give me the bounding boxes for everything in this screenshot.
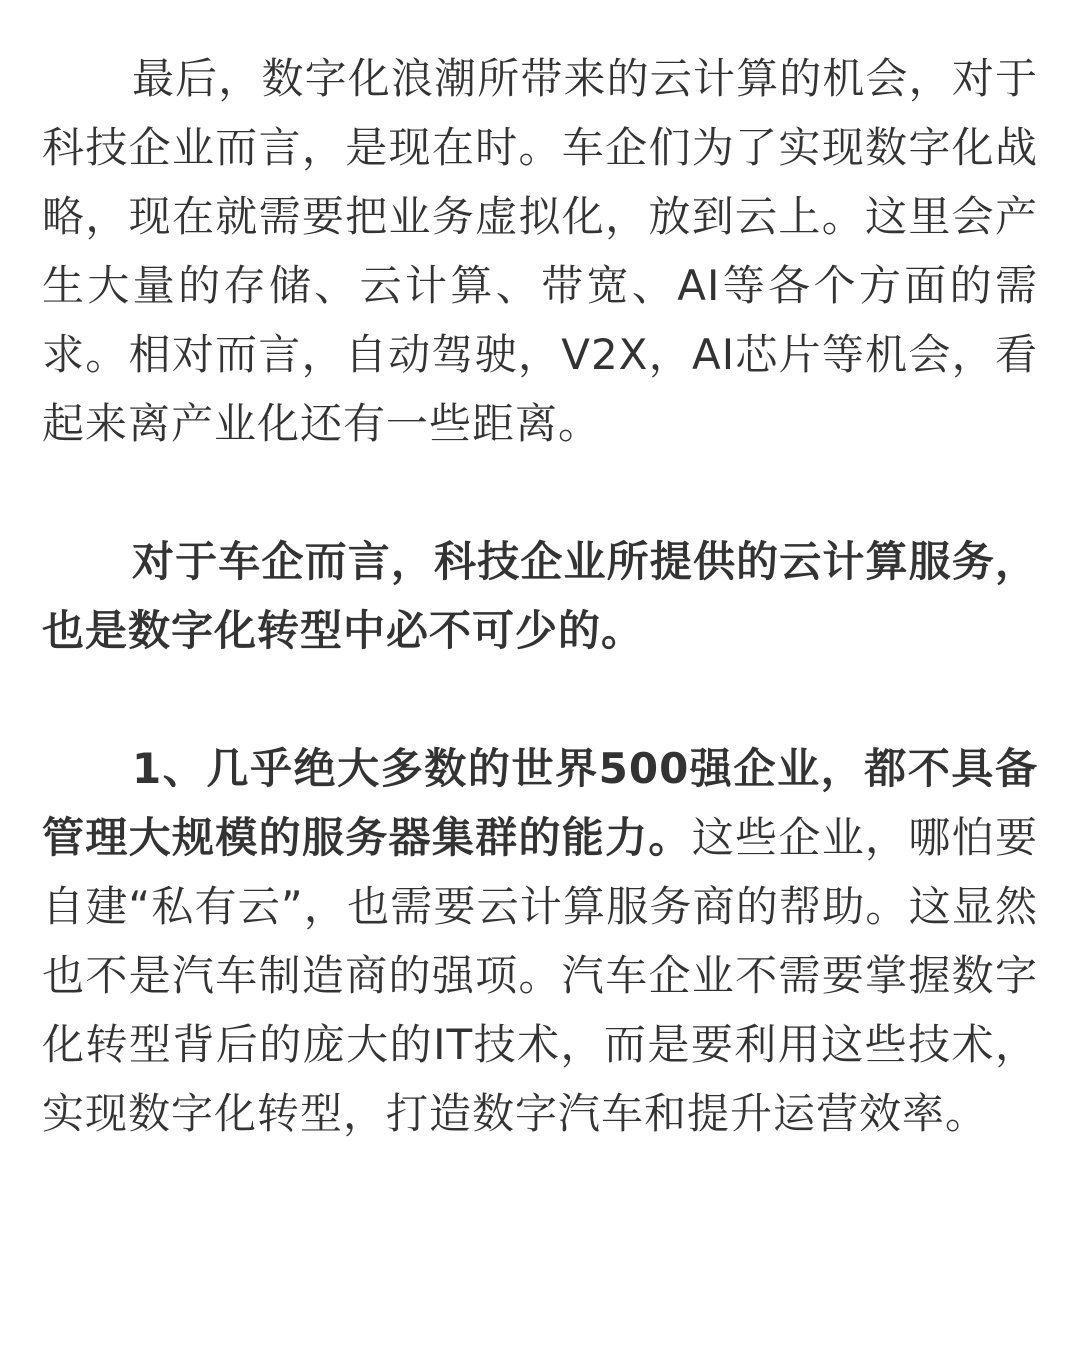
- paragraph-point-one: [42, 734, 1038, 1148]
- paragraph-text-bold: 1、几乎绝大多数的世界500强企业，都不具备管理大规模的服务器集群的能力。: [42, 744, 1038, 862]
- paragraph-text: 这些企业，哪怕要自建“私有云”，也需要云计算服务商的帮助。这显然也不是汽车制造商的强项。汽车企业不需要掌握数字化转型背后的庞大的IT技术，而是要利用这些技术，实现数字化转型，打造数字汽车和提升运营效率。: [42, 813, 1038, 1138]
- paragraph-text-bold: 对于车企而言，科技企业所提供的云计算服务，也是数字化转型中必不可少的。: [42, 537, 1038, 655]
- article-body: [42, 44, 1038, 1148]
- paragraph-cloud-opportunity: [42, 44, 1038, 458]
- paragraph-automaker-cloud: [42, 527, 1038, 665]
- paragraph-text: 最后，数字化浪潮所带来的云计算的机会，对于科技企业而言，是现在时。车企们为了实现数字化战略，现在就需要把业务虚拟化，放到云上。这里会产生大量的存储、云计算、带宽、AI等各个方面的需求。相对而言，自动驾驶，V2X，AI芯片等机会，看起来离产业化还有一些距离。: [42, 54, 1038, 448]
